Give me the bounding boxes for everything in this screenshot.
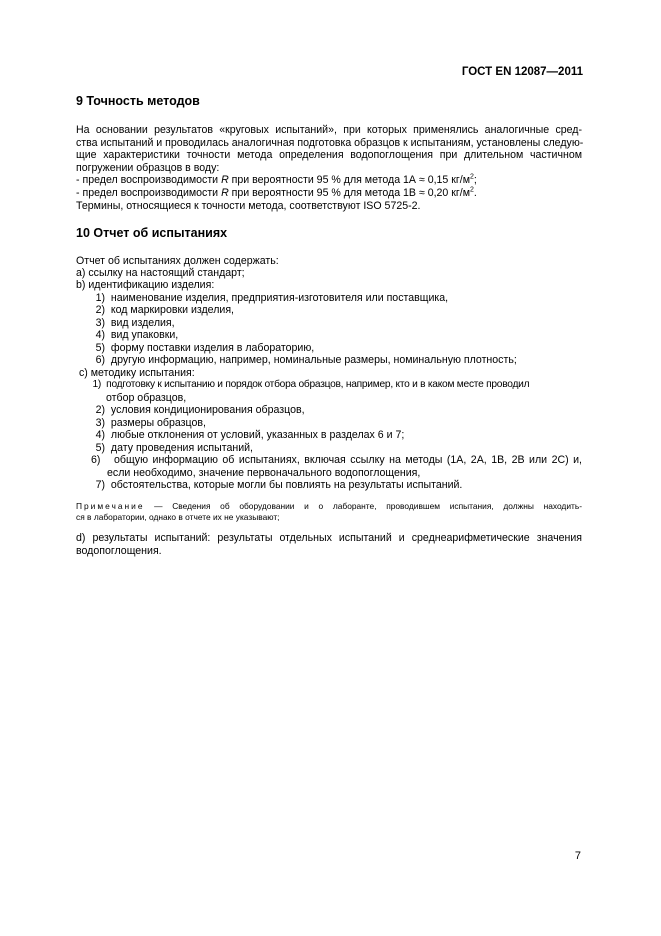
c-item-4: 4) любые отклонения от условий, указанных в разделах 6 и 7; (95, 429, 405, 441)
paragraph-line: погружении образцов в воду: (76, 161, 220, 174)
section-9-paragraph (76, 124, 582, 212)
b-item-6: 6) другую информацию, например, номинальные размеры, номинальную плотность; (95, 354, 517, 366)
item-a: а) ссылку на настоящий стандарт; (76, 267, 245, 279)
note (76, 501, 582, 523)
item-c: с) методику испытания: (79, 367, 195, 379)
c-item-1: 1) подготовку к испытанию и порядок отбора образцов, например, кто и в каком месте проводил (92, 379, 530, 390)
c-item-2: 2) условия кондиционирования образцов, (95, 404, 305, 416)
section-9-title: 9 Точность методов (76, 94, 200, 108)
terms-reference: Термины, относящиеся к точности метода, соответствуют ISO 5725-2. (76, 199, 421, 212)
b-item-3: 3) вид изделия, (95, 317, 175, 329)
paragraph-line: щие характеристики точности метода определения водопоглощения при длительном частичном (76, 149, 582, 162)
b-item-1: 1) наименование изделия, предприятия-изготовителя или поставщика, (95, 292, 449, 304)
paragraph-line: На основании результатов «круговых испытаний», при которых применялись аналогичные сред- (76, 124, 582, 136)
item-d (76, 532, 582, 557)
note-text: — Сведения об оборудовании и о лаборанте, проводившем испытания, должны находить- (144, 501, 582, 511)
c-item-5: 5) дату проведения испытаний, (95, 442, 253, 454)
c-item-6: 6) общую информацию об испытаниях, включая ссылку на методы (1А, 2А, 1В, 2В или 2С) и, (91, 454, 582, 466)
c-item-6-continuation: если необходимо, значение первоначального водопоглощения, (107, 467, 421, 479)
b-item-2: 2) код маркировки изделия, (95, 304, 234, 316)
item-b: b) идентификацию изделия: (76, 279, 215, 291)
note-text-continuation: ся в лаборатории, однако в отчете их не указывают; (76, 512, 280, 522)
note-label: Примечание (76, 501, 145, 511)
b-item-5: 5) форму поставки изделия в лабораторию, (95, 342, 315, 354)
item-d-line: водопоглощения. (76, 544, 162, 557)
reproducibility-limit-1a: - предел воспроизводимости R при вероятности 95 % для метода 1А ≈ 0,15 $кг/м^2$; (76, 173, 477, 187)
c-item-7: 7) обстоятельства, которые могли бы повлиять на результаты испытаний. (95, 479, 463, 491)
item-d-line: d) результаты испытаний: результаты отдельных испытаний и среднеарифметические значения (76, 532, 582, 544)
standard-id: ГОСТ EN 12087—2011 (461, 66, 583, 78)
c-item-1-continuation: отбор образцов, (106, 392, 187, 404)
page-number: 7 (574, 850, 581, 862)
section-10-title: 10 Отчет об испытаниях (76, 226, 228, 240)
c-item-3: 3) размеры образцов, (95, 417, 206, 429)
paragraph-line: ства испытаний и проводилась аналогичная подготовка образцов к испытаниям, установлены следую- (76, 136, 584, 149)
report-intro: Отчет об испытаниях должен содержать: (76, 255, 279, 267)
reproducibility-limit-1b: - предел воспроизводимости R при вероятности 95 % для метода 1В ≈ 0,20 $кг/м^2$. (76, 186, 477, 199)
b-item-4: 4) вид упаковки, (95, 329, 179, 341)
